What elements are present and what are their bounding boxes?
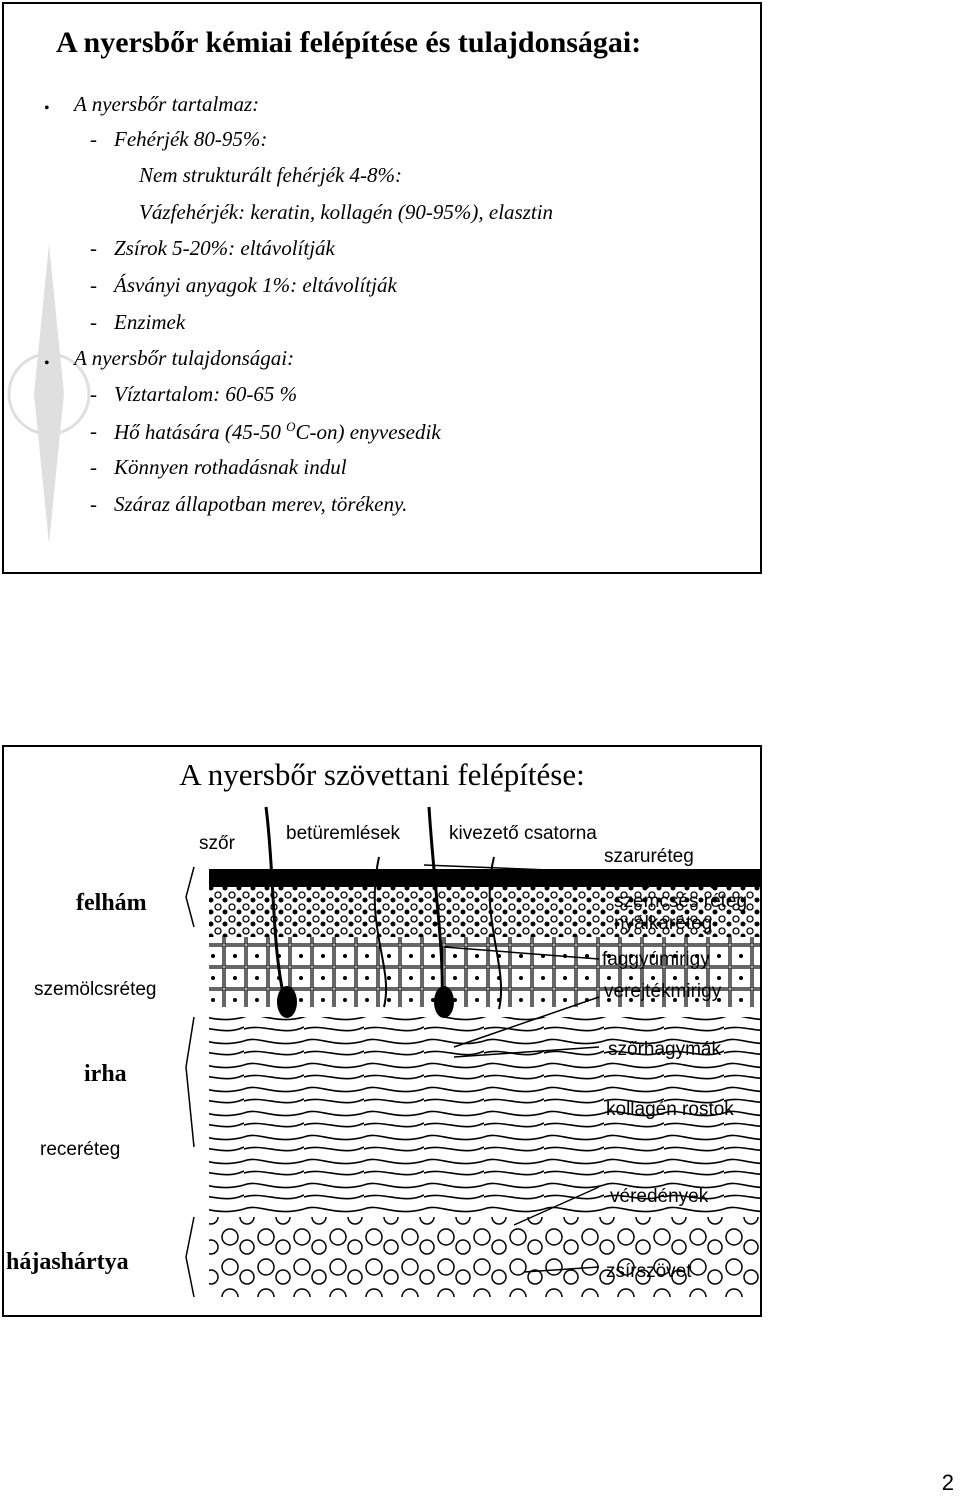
label-invaginations: betüremlések <box>286 823 401 844</box>
compass-watermark-icon <box>4 244 94 544</box>
label-sweat-gland: verejtékmirigy <box>604 981 722 1002</box>
label-hair: szőr <box>199 833 235 854</box>
slide-chemical-composition <box>2 2 762 574</box>
item-fats: Zsírok 5-20%: eltávolítják <box>114 236 335 260</box>
slide-title: A nyersbőr kémiai felépítése és tulajdonságai: <box>56 26 642 59</box>
label-horny-layer: szaruréteg <box>604 846 694 867</box>
label-reticular-layer: receréteg <box>40 1139 121 1160</box>
dash-marker: - <box>90 273 97 297</box>
item-minerals: Ásványi anyagok 1%: eltávolítják <box>114 273 397 297</box>
dash-marker: - <box>90 382 97 406</box>
label-excretory-duct: kivezető csatorna <box>449 823 597 844</box>
label-hypodermis: hájashártya <box>6 1249 129 1275</box>
bullet-properties: A nyersbőr tulajdonságai: <box>74 346 295 370</box>
item-structural-proteins: Vázfehérjék: keratin, kollagén (90-95%), elasztin <box>139 200 554 224</box>
degree-sup: O <box>286 419 296 434</box>
item-water-content: Víztartalom: 60-65 % <box>114 382 298 406</box>
item-rotting: Könnyen rothadásnak indul <box>114 455 347 479</box>
label-mucous-layer: nyálkaréteg <box>614 913 713 934</box>
label-sebaceous-gland: faggyúmirigy <box>602 949 710 970</box>
label-fat-tissue: zsírszövet <box>606 1261 692 1282</box>
heat-text-b: C-on) enyvesedik <box>295 420 441 444</box>
item-proteins: Fehérjék 80-95%: <box>114 127 268 151</box>
label-dermis: irha <box>84 1061 127 1087</box>
label-blood-vessels: véredények <box>610 1186 709 1207</box>
slide-histology <box>2 745 762 1317</box>
label-epidermis: felhám <box>76 890 147 916</box>
dash-marker: - <box>90 492 97 516</box>
item-heat <box>114 419 441 445</box>
dash-marker: - <box>90 310 97 334</box>
skin-cross-section-diagram <box>4 747 760 1315</box>
page-number: 2 <box>941 1470 954 1495</box>
label-papillary-layer: szemölcsréteg <box>34 979 157 1000</box>
dash-marker: - <box>90 127 97 151</box>
label-collagen-fibers: kollagén rostok <box>606 1099 734 1120</box>
label-granular-layer: szemcsés réteg <box>614 891 748 912</box>
slide-title: A nyersbőr szövettani felépítése: <box>179 757 585 792</box>
label-light-layer: világos réteg <box>612 869 720 890</box>
dash-marker: - <box>90 236 97 260</box>
bullet-marker: • <box>44 100 50 117</box>
fat-tissue-layer <box>209 1217 760 1297</box>
dash-marker: - <box>90 419 97 443</box>
heat-text-a: Hő hatására (45-50 <box>114 420 287 444</box>
item-dry-state: Száraz állapotban merev, törékeny. <box>114 492 408 516</box>
bullet-composition: A nyersbőr tartalmaz: <box>74 92 260 116</box>
dash-marker: - <box>90 455 97 479</box>
item-enzymes: Enzimek <box>114 310 186 334</box>
bullet-marker: • <box>44 355 50 372</box>
item-unstructured-proteins: Nem strukturált fehérjék 4-8%: <box>139 163 403 187</box>
label-hair-bulbs: szőrhagymák <box>608 1039 721 1060</box>
